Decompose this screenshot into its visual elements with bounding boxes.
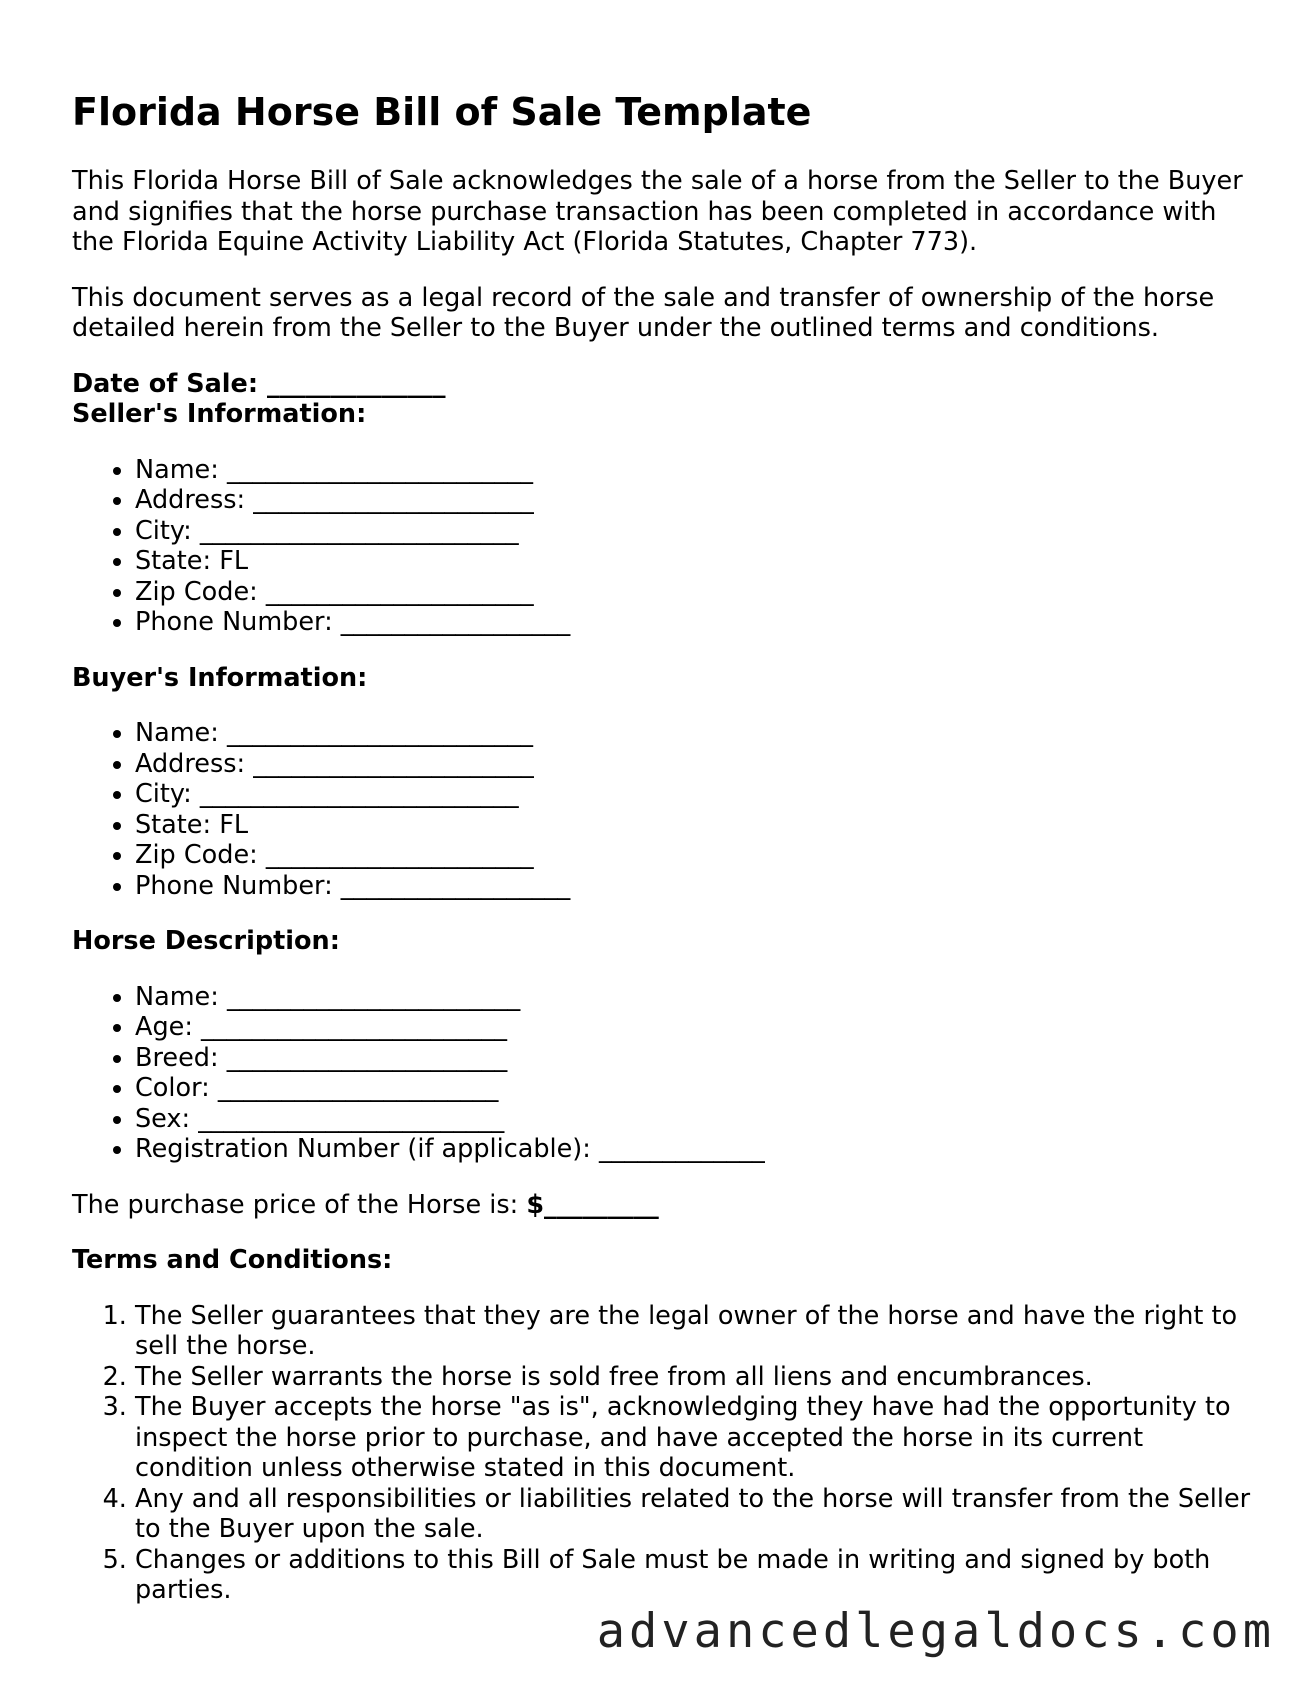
- seller-city-blank[interactable]: _________________________: [199, 515, 519, 546]
- horse-breed-blank[interactable]: ______________________: [226, 1042, 508, 1073]
- field-label: Sex:: [135, 1103, 191, 1134]
- list-item: [135, 1134, 1252, 1165]
- field-label: Address:: [135, 485, 246, 515]
- list-item: [135, 1073, 1252, 1104]
- buyer-state-value: FL: [219, 809, 249, 840]
- list-item: [135, 516, 1252, 547]
- field-label: Age:: [135, 1012, 193, 1042]
- date-of-sale-blank[interactable]: ______________: [266, 368, 446, 399]
- field-label: Zip Code:: [135, 840, 258, 870]
- intro-paragraph-2: This document serves as a legal record of the sale and transfer of ownership of the horse detailed herein from the Seller to the Buyer under the outlined terms and conditions.: [72, 282, 1215, 343]
- list-item: [135, 485, 1252, 516]
- watermark: advancedlegaldocs.com: [596, 1604, 1275, 1659]
- buyer-city-blank[interactable]: _________________________: [199, 779, 519, 809]
- list-item: [135, 840, 1252, 871]
- buyer-section-heading: Buyer's Information:: [72, 662, 368, 693]
- list-item: [135, 1012, 1252, 1043]
- field-label: Color:: [135, 1073, 210, 1103]
- terms-item: 4. Any and all responsibilities or liabilities related to the horse will transfer from the Seller to the Buyer upon the sale.: [135, 1484, 1252, 1545]
- field-label: Address:: [135, 748, 246, 779]
- list-item: [135, 810, 1252, 841]
- seller-name-blank[interactable]: ________________________: [226, 454, 533, 485]
- terms-item: 5. Changes or additions to this Bill of Sale must be made in writing and signed by both parties.: [135, 1545, 1252, 1606]
- buyer-address-blank[interactable]: ______________________: [253, 748, 534, 779]
- field-label: Zip Code:: [135, 576, 258, 607]
- purchase-price-blank[interactable]: $_________: [526, 1189, 659, 1220]
- field-label: City:: [135, 515, 192, 546]
- terms-item: 1. The Seller guarantees that they are the legal owner of the horse and have the right to sell the horse.: [135, 1301, 1252, 1362]
- list-item: [135, 577, 1252, 608]
- field-label: Name:: [135, 718, 219, 748]
- horse-age-blank[interactable]: ________________________: [201, 1012, 508, 1042]
- buyer-phone-blank[interactable]: __________________: [340, 870, 571, 901]
- list-item: [135, 871, 1252, 902]
- seller-address-blank[interactable]: ______________________: [253, 485, 534, 515]
- document-title: Florida Horse Bill of Sale Template: [72, 90, 812, 134]
- buyer-zip-blank[interactable]: _____________________: [265, 840, 534, 870]
- list-item: [135, 982, 1252, 1013]
- field-label: Breed:: [135, 1042, 219, 1073]
- field-label: State:: [135, 809, 212, 840]
- document-page: [72, 88, 1252, 1631]
- field-label: Registration Number (if applicable):: [135, 1134, 591, 1164]
- terms-section-heading: Terms and Conditions:: [72, 1245, 393, 1275]
- terms-list: [72, 1301, 1252, 1606]
- horse-sex-blank[interactable]: ________________________: [198, 1103, 505, 1134]
- list-item: [135, 1043, 1252, 1074]
- field-label: Phone Number:: [135, 870, 333, 901]
- horse-fields-list: [72, 982, 1252, 1165]
- seller-state-value: FL: [219, 546, 249, 576]
- list-item: [135, 749, 1252, 780]
- list-item: [135, 779, 1252, 810]
- list-item: [135, 607, 1252, 638]
- buyer-fields-list: [72, 718, 1252, 901]
- purchase-price-label: The purchase price of the Horse is:: [72, 1189, 519, 1220]
- field-label: City:: [135, 779, 192, 809]
- purchase-price-line: [72, 1190, 1252, 1221]
- list-item: [135, 455, 1252, 486]
- seller-section-heading: Seller's Information:: [72, 399, 367, 429]
- horse-color-blank[interactable]: ______________________: [217, 1073, 499, 1103]
- terms-item: 2. The Seller warrants the horse is sold free from all liens and encumbrances.: [135, 1362, 1252, 1393]
- horse-section-heading: Horse Description:: [72, 926, 340, 956]
- buyer-name-blank[interactable]: ________________________: [226, 718, 533, 748]
- seller-fields-list: [72, 455, 1252, 638]
- date-of-sale-label: Date of Sale:: [72, 368, 259, 399]
- list-item: [135, 1104, 1252, 1135]
- horse-registration-blank[interactable]: _____________: [598, 1134, 765, 1164]
- list-item: [135, 718, 1252, 749]
- field-label: Name:: [135, 981, 219, 1012]
- seller-phone-blank[interactable]: __________________: [340, 607, 571, 637]
- date-of-sale-line: [72, 369, 1252, 400]
- seller-zip-blank[interactable]: _____________________: [265, 576, 534, 607]
- field-label: Phone Number:: [135, 607, 333, 637]
- horse-name-blank[interactable]: _______________________: [226, 981, 521, 1012]
- intro-paragraph-1: This Florida Horse Bill of Sale acknowledges the sale of a horse from the Seller to the Buyer and signifies that the horse purchase transaction has been completed in accordance with the Florida Equine Activity Liability Act (Florida Statutes, Chapter 773).: [72, 166, 1243, 257]
- terms-item: 3. The Buyer accepts the horse "as is", acknowledging they have had the opportunity to inspect the horse prior to purchase, and have accepted the horse in its current condition unless otherwise stated in this document.: [135, 1392, 1252, 1484]
- field-label: Name:: [135, 454, 219, 485]
- field-label: State:: [135, 546, 212, 576]
- list-item: [135, 546, 1252, 577]
